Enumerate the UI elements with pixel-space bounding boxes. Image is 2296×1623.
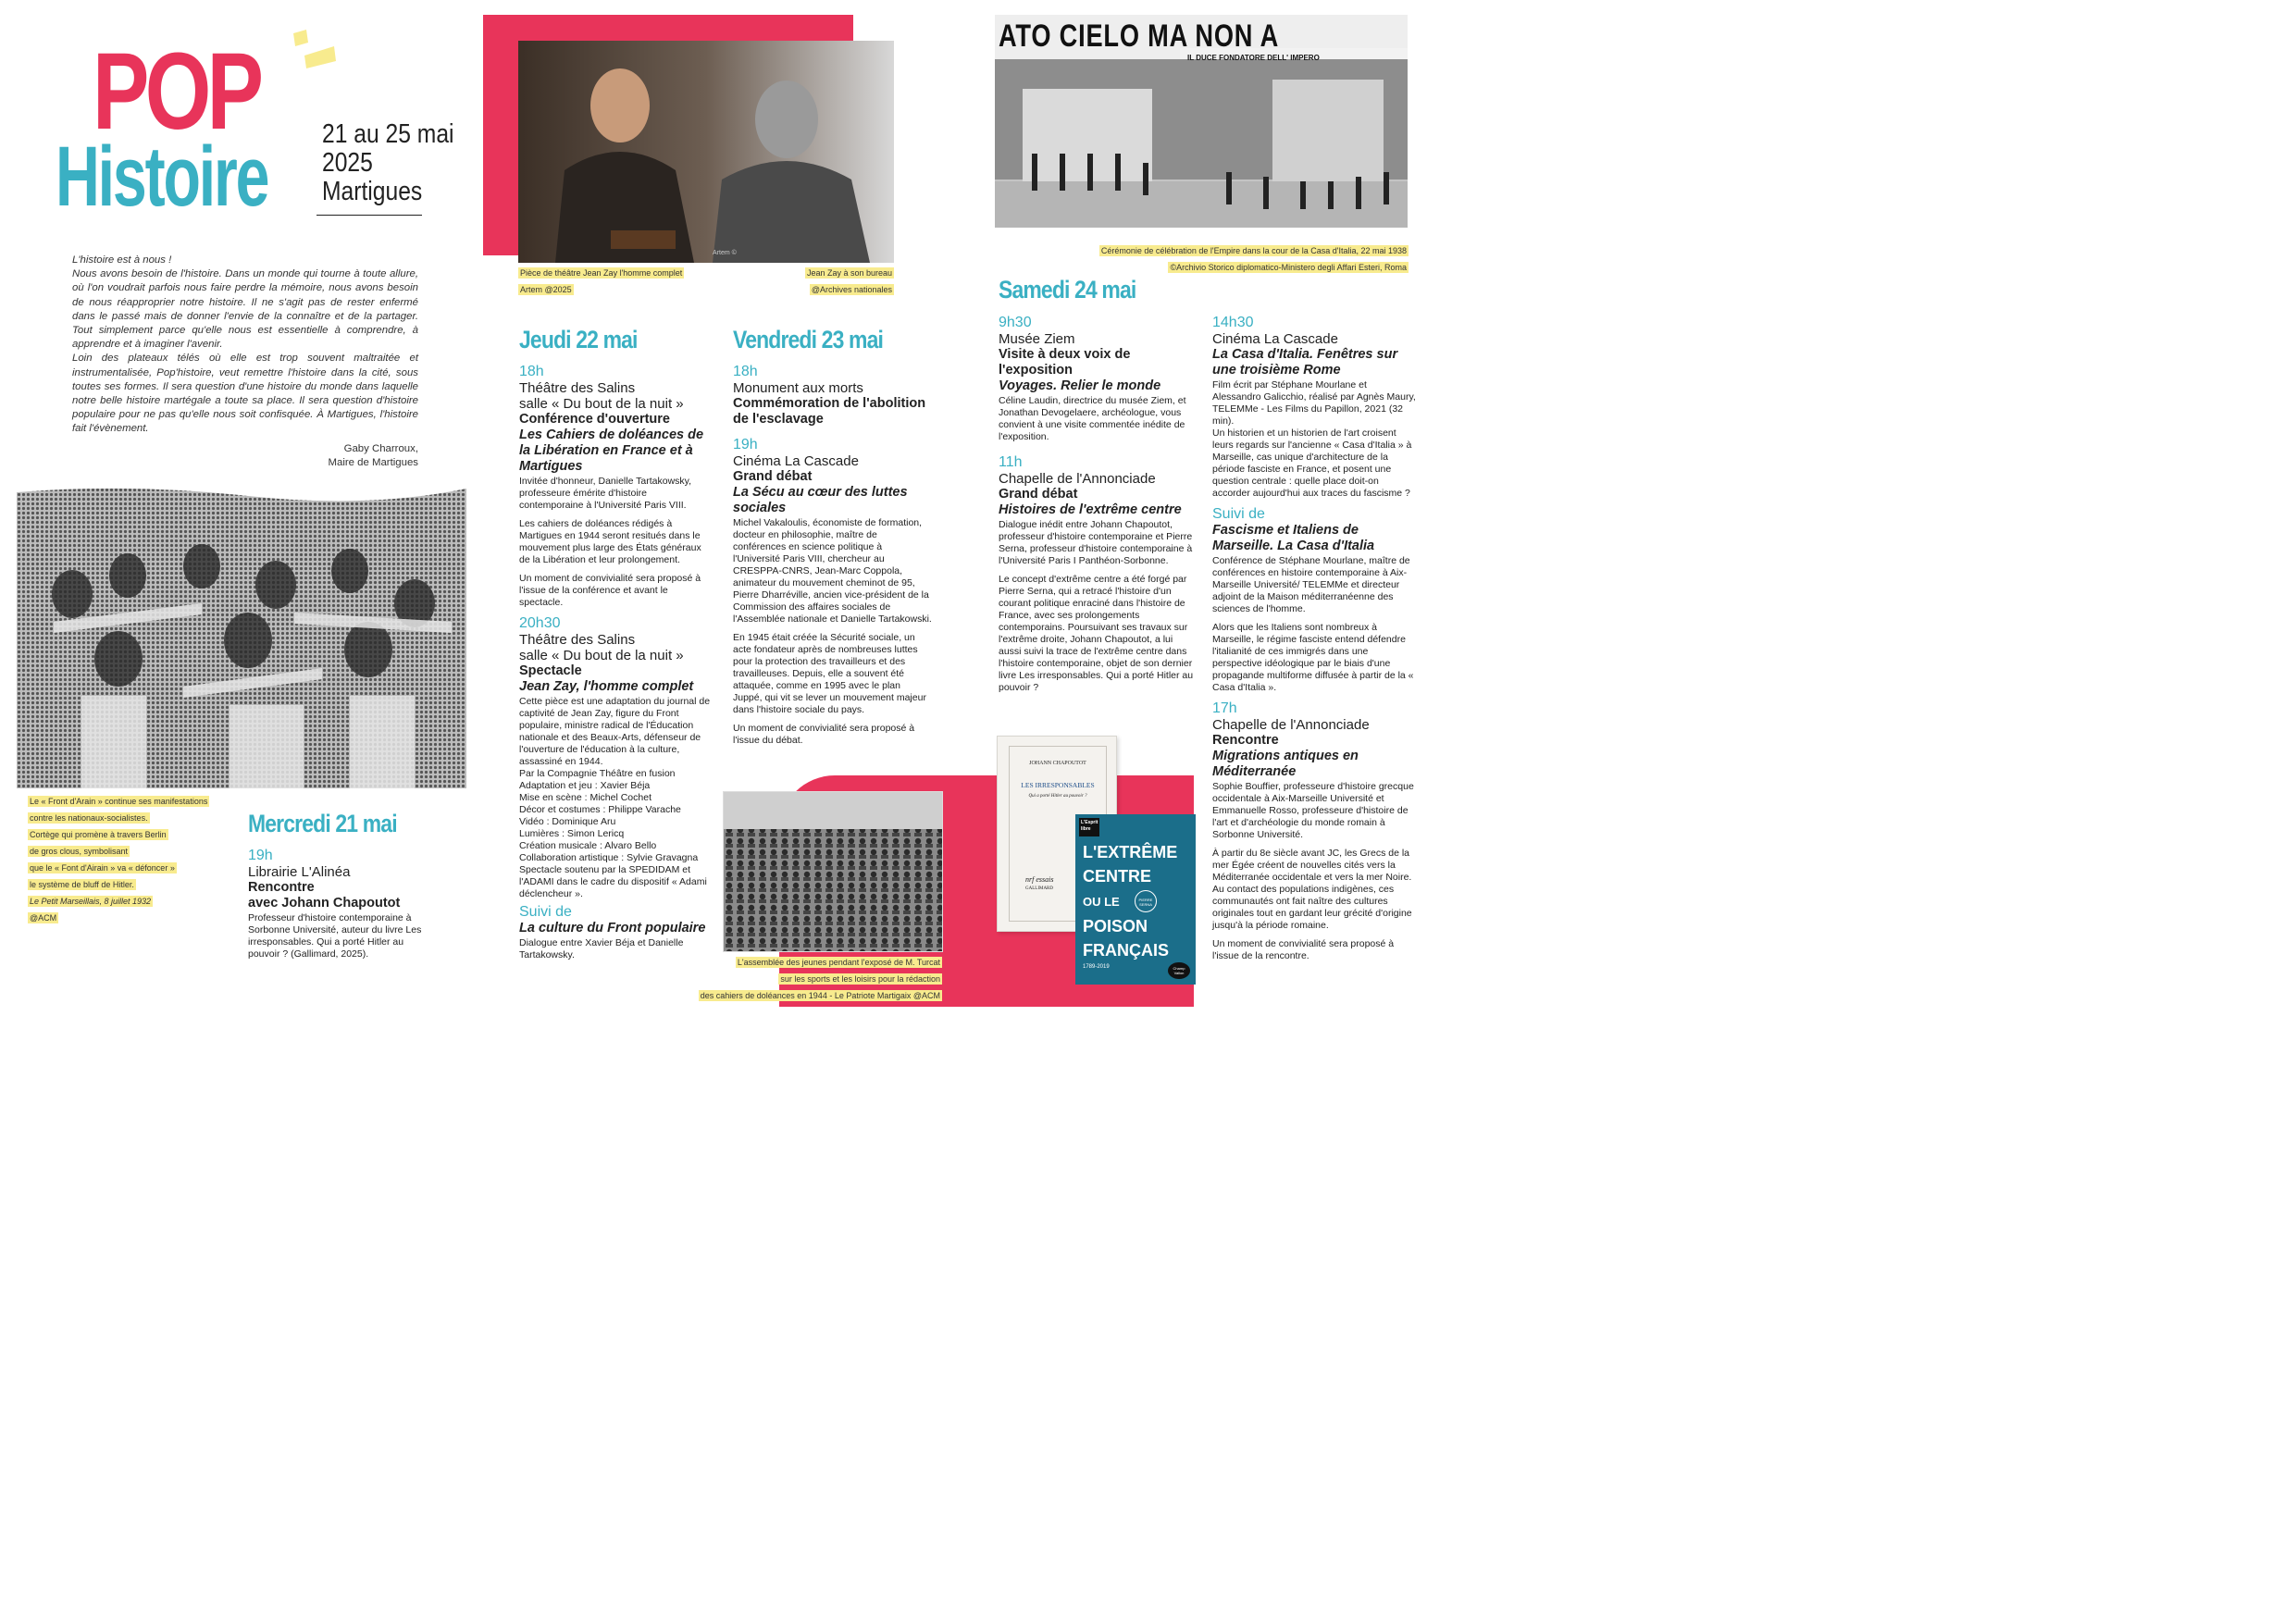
event-title: avec Johann Chapoutot bbox=[248, 896, 401, 911]
theatre-watermark: Artem © bbox=[713, 250, 737, 256]
paragraph: Dialogue inédit entre Johann Chapoutot, professeur d'histoire contemporaine et Pierre Serna, professeur d'histoire contemporaine à l'Université Paris I Panthéon-Sorbonne. bbox=[999, 519, 1193, 566]
event-description: Dialogue entre Xavier Béja et Danielle Tartakowsky. bbox=[519, 937, 684, 960]
event-description bbox=[519, 476, 714, 609]
event-title: Spectacle bbox=[519, 663, 582, 678]
caption-line: ©Archivio Storico diplomatico-Ministero degli Affari Esteri, Roma bbox=[1170, 263, 1407, 272]
event-time: 14h30 bbox=[1212, 315, 1254, 330]
event-description bbox=[1212, 555, 1416, 694]
paragraph: Alors que les Italiens sont nombreux à Marseille, le régime fasciste entend défendre l'italianité de ces immigrés dans une perspective idéologique par le biais d'une propagande multiforme diffusée à partir de la « Casa d'Italia ». bbox=[1212, 622, 1414, 693]
logo-histoire: Histoire bbox=[56, 130, 268, 224]
casa-italia-photo bbox=[995, 15, 1408, 228]
caption-line: @Archives nationales bbox=[811, 285, 892, 294]
samedi-column-right bbox=[1212, 309, 1416, 969]
event-place: Cinéma La Cascade bbox=[733, 453, 859, 469]
credit-line: Adaptation et jeu : Xavier Béja bbox=[519, 780, 651, 791]
book2-title bbox=[1083, 840, 1177, 962]
paragraph: Le concept d'extrême centre a été forgé par Pierre Serna, qui a retracé l'histoire d'un courant politique enraciné dans l'histoire de France, avec ses prolongements contemporains. Poursuivant ses travaux sur l'extrême droite, Johann Chapoutot, a lui aussi suivi la trace de l'extrême centre dans l'histoire contemporaine, objet de son dernier livre Les irresponsables. Qui a porté Hitler au pouvoir ? bbox=[999, 574, 1194, 693]
dates-city: Martigues bbox=[322, 177, 423, 206]
book1-subtitle: Qui a porté Hitler au pouvoir ? bbox=[1028, 794, 1087, 799]
event-place: Théâtre des Salins bbox=[519, 632, 636, 648]
credit-line: Décor et costumes : Philippe Varache bbox=[519, 804, 681, 815]
event-description: Professeur d'histoire contemporaine à Sorbonne Université, auteur du livre Les irresponsables. Qui a porté Hitler au pouvoir ? (Gallimard, 2025). bbox=[248, 912, 422, 960]
caption-line: @ACM bbox=[30, 913, 57, 923]
book2-line: FRANÇAIS bbox=[1083, 941, 1169, 960]
event-description bbox=[1212, 379, 1416, 500]
paragraph: Un historien et un historien de l'art croisent leurs regards sur l'ancienne « Casa d'Italia » à Marseille, cas unique d'architecture de la période fasciste en France, et posent une question centrale : quelle place doit-on accorder aujourd'hui aux traces du fascisme ? bbox=[1212, 427, 1412, 499]
signature-name: Gaby Charroux, bbox=[343, 442, 418, 454]
book2-line: L'EXTRÊME bbox=[1083, 843, 1178, 861]
event-subtitle: La culture du Front populaire bbox=[519, 921, 706, 935]
suivi-label: Suivi de bbox=[519, 904, 572, 920]
event-place: salle « Du bout de la nuit » bbox=[519, 396, 684, 412]
paragraph: Un moment de convivialité sera proposé à l'issue du débat. bbox=[733, 723, 915, 746]
theatre-caption-right bbox=[787, 265, 894, 298]
event-place: Monument aux morts bbox=[733, 380, 863, 396]
event-title: Grand débat bbox=[733, 469, 813, 484]
caption-line: sur les sports et les loisirs pour la rédaction bbox=[780, 974, 940, 984]
event-time: 19h bbox=[733, 437, 758, 452]
event-place: Musée Ziem bbox=[999, 331, 1075, 347]
book1-author: JOHANN CHAPOUTOT bbox=[1029, 761, 1086, 766]
event-description bbox=[519, 696, 714, 900]
book2-line: POISON bbox=[1083, 917, 1148, 935]
paragraph: Les cahiers de doléances rédigés à Martigues en 1944 seront resitués dans le mouvement plus large des États généraux de la Libération et leur prolongement. bbox=[519, 518, 701, 565]
theatre-photo bbox=[518, 41, 894, 263]
paragraph: Un moment de convivialité sera proposé à l'issue de la rencontre. bbox=[1212, 938, 1395, 961]
front-airain-photo bbox=[17, 483, 466, 788]
intro-line-2: Nous avons besoin de l'histoire. Dans un monde qui tourne à toute allure, où l'on voudrait parfois nous faire perdre la mémoire, nous avons besoin de nous réapproprier notre histoire. Il ne s'agit pas de rester enfermé dans le passé mais de donner l'envie de la connaître et de la partager. Tout simplement parce qu'elle nous est essentielle à comprendre, à apprendre et à imaginer l'avenir. bbox=[72, 268, 418, 351]
event-subtitle: Les Cahiers de doléances de la Libération en France et à Martigues bbox=[519, 427, 704, 474]
caption-line: Cortège qui promène à travers Berlin bbox=[30, 830, 167, 839]
theatre-caption-left bbox=[518, 265, 684, 298]
event-place: Chapelle de l'Annonciade bbox=[999, 471, 1156, 487]
event-description bbox=[1212, 781, 1416, 962]
caption-line: que le « Font d'Airain » va « défoncer » bbox=[30, 863, 175, 873]
book2-publisher: Champ Vallon bbox=[1168, 962, 1190, 979]
caption-line: contre les nationaux-socialistes. bbox=[30, 813, 148, 823]
caption-line: L'assemblée des jeunes pendant l'exposé de M. Turcat bbox=[737, 958, 940, 967]
event-time: 17h bbox=[1212, 700, 1237, 716]
event-title: Grand débat bbox=[999, 487, 1078, 502]
book1-title: LES IRRESPONSABLES bbox=[1021, 781, 1095, 789]
book2-line: CENTRE bbox=[1083, 867, 1152, 886]
paragraph: Film écrit par Stéphane Mourlane et Alessandro Galicchio, réalisé par Agnès Maury, TELEMMe - Les Films du Papillon, 2021 (32 min). bbox=[1212, 379, 1416, 427]
credit-line: Création musicale : Alvaro Bello bbox=[519, 840, 657, 851]
caption-line: Jean Zay à son bureau bbox=[806, 268, 892, 278]
event-subtitle: Jean Zay, l'homme complet bbox=[519, 679, 694, 694]
caption-line: Le Petit Marseillais, 8 juillet 1932 bbox=[30, 897, 152, 906]
jeudi-section bbox=[519, 326, 714, 961]
dates-range: 21 au 25 mai bbox=[322, 119, 454, 149]
event-place: Chapelle de l'Annonciade bbox=[1212, 717, 1370, 733]
credit-line: Spectacle soutenu par la SPEDIDAM et l'ADAMI dans le cadre du dispositif « Adami déclencheur ». bbox=[519, 864, 707, 899]
paragraph: Un moment de convivialité sera proposé à l'issue de la conférence et avant le spectacle. bbox=[519, 573, 701, 608]
credit-line: Lumières : Simon Lericq bbox=[519, 828, 625, 839]
paragraph: Cette pièce est une adaptation du journal de captivité de Jean Zay, figure du Front populaire, ministre radical de l'Éducation nationale et des Beaux-Arts, défenseur de l'ouverture de l'éducation à la culture, assassiné en 1944. bbox=[519, 696, 711, 767]
dates-year: 2025 bbox=[322, 148, 373, 178]
paragraph: Conférence de Stéphane Mourlane, maître de conférences en histoire contemporaine à Aix-Marseille Université/ TELEMMe et directeur adjoint de la Maison méditerranéenne des sciences de l'homme. bbox=[1212, 555, 1410, 614]
event-place: salle « Du bout de la nuit » bbox=[519, 648, 684, 663]
assembly-photo-graphic bbox=[724, 792, 943, 952]
assembly-caption bbox=[685, 954, 942, 1004]
credit-line: Collaboration artistique : Sylvie Gravagna bbox=[519, 852, 699, 863]
event-description: Céline Laudin, directrice du musée Ziem, et Jonathan Devogelaere, archéologue, vous convient à une visite commentée inédite de l'exposition. bbox=[999, 395, 1186, 442]
event-subtitle: Voyages. Relier le monde bbox=[999, 378, 1161, 393]
logo bbox=[56, 28, 305, 231]
event-subtitle: Migrations antiques en Méditerranée bbox=[1212, 749, 1359, 779]
theatre-photo-graphic bbox=[518, 41, 894, 263]
day-heading: Vendredi 23 mai bbox=[733, 326, 884, 353]
intro-line-3: Loin des plateaux télés où elle est trop souvent maltraitée et instrumentalisée, Pop'histoire, veut remettre l'histoire dans la cité, sous toutes ses formes. Il sera question d'une histoire du monde dans laquelle notre belle histoire martégale a toute sa place. Il sera question d'histoire populaire pour ne pas qu'elle nous soit confisquée. À Martigues, l'histoire fait l'évènement. bbox=[72, 353, 418, 435]
signature-role: Maire de Martigues bbox=[328, 456, 418, 468]
credit-line: Mise en scène : Michel Cochet bbox=[519, 792, 652, 803]
event-title: Visite à deux voix de l'exposition bbox=[999, 347, 1131, 378]
event-time: 9h30 bbox=[999, 315, 1032, 330]
event-place: Librairie L'Alinéa bbox=[248, 864, 351, 880]
caption-line: Le « Front d'Arain » continue ses manifestations bbox=[30, 797, 208, 806]
event-place: Cinéma La Cascade bbox=[1212, 331, 1338, 347]
event-title: Conférence d'ouverture bbox=[519, 412, 670, 427]
caption-line: de gros clous, symbolisant bbox=[30, 847, 129, 856]
paragraph: En 1945 était créée la Sécurité sociale, un acte fondateur après de nombreuses luttes pour la protection des travailleurs et des travailleuses. Depuis, elle a souvent été attaquée, comme en 1995 avec le plan Juppé, qui vit se lever un mouvement majeur dans l'histoire sociale du pays. bbox=[733, 632, 926, 715]
event-title: Commémoration de l'abolition de l'esclavage bbox=[733, 396, 926, 427]
casa-italia-banner-2: IL DUCE FONDATORE DELL' IMPERO bbox=[1187, 54, 1320, 62]
intro-line-1: L'histoire est à nous ! bbox=[72, 254, 172, 266]
event-title: Rencontre bbox=[1212, 733, 1279, 748]
caption-line: Pièce de théâtre Jean Zay l'homme complet bbox=[520, 268, 683, 278]
paragraph: Michel Vakaloulis, économiste de formation, docteur en philosophie, maître de conférences en science politique à l'Université Paris VIII, chercheur au CRESPPA-CNRS, Jean-Marc Coppola, animateur du mouvement cheminot de 95, Pierre Dharréville, ancien vice-président de la Commission des affaires sociales de l'Assemblée nationale et Danielle Tartakowski. bbox=[733, 517, 932, 625]
samedi-column-left bbox=[999, 309, 1198, 700]
caption-line: Cérémonie de célébration de l'Empire dans la cour de la Casa d'Italia, 22 mai 1938 bbox=[1100, 246, 1407, 255]
event-dates bbox=[322, 120, 461, 206]
caption-line: Artem @2025 bbox=[520, 285, 572, 294]
book1-publisher: nrf essais bbox=[1025, 875, 1054, 884]
event-time: 18h bbox=[733, 364, 758, 379]
casa-italia-banner: ATO CIELO MA NON A bbox=[999, 19, 1280, 54]
assembly-photo bbox=[723, 791, 943, 952]
event-subtitle: La Casa d'Italia. Fenêtres sur une troisième Rome bbox=[1212, 347, 1398, 378]
paragraph: Sophie Bouffier, professeure d'histoire grecque occidentale à Aix-Marseille Université et Emmanuelle Rosso, professeure d'histoire de l'art et d'archéologie du monde romain à Sorbonne Université. bbox=[1212, 781, 1414, 840]
day-heading: Mercredi 21 mai bbox=[248, 810, 397, 837]
logo-pop: POP bbox=[93, 31, 260, 153]
event-time: 18h bbox=[519, 364, 544, 379]
day-heading: Jeudi 22 mai bbox=[519, 326, 638, 353]
book-extreme-centre bbox=[1075, 814, 1196, 985]
left-photo-caption bbox=[28, 793, 222, 926]
casa-italia-caption bbox=[1036, 242, 1409, 276]
caption-line: le système de bluff de Hitler. bbox=[30, 880, 134, 889]
intro-text bbox=[72, 254, 418, 470]
event-title: Rencontre bbox=[248, 880, 315, 895]
book2-line: OU LE bbox=[1083, 895, 1120, 909]
book2-dates: 1789-2019 bbox=[1083, 964, 1110, 970]
paragraph: À partir du 8e siècle avant JC, les Grecs de la mer Égée créent de nouvelles cités vers la Méditerranée occidentale et vers la mer Noire. Au contact des populations indigènes, ces communautés ont fait naître des cultures originales tout en gardant leur grécité d'origine jusqu'à la période romaine. bbox=[1212, 848, 1412, 931]
book1-house: GALLIMARD bbox=[1025, 886, 1053, 891]
book2-author-badge: PIERRE SERNA bbox=[1135, 890, 1157, 912]
day-heading: Samedi 24 mai bbox=[999, 276, 1136, 304]
suivi-label: Suivi de bbox=[1212, 506, 1265, 522]
event-subtitle: Histoires de l'extrême centre bbox=[999, 502, 1182, 517]
credit-line: Par la Compagnie Théâtre en fusion bbox=[519, 768, 676, 779]
event-time: 19h bbox=[248, 848, 273, 863]
caption-line: des cahiers de doléances en 1944 - Le Patriote Martigaix @ACM bbox=[700, 991, 940, 1000]
event-description bbox=[999, 519, 1198, 694]
book2-badge: L'Esprit libre bbox=[1079, 818, 1099, 836]
event-time: 11h bbox=[999, 454, 1023, 470]
event-time: 20h30 bbox=[519, 615, 561, 631]
event-subtitle: La Sécu au cœur des luttes sociales bbox=[733, 485, 908, 515]
vendredi-section bbox=[733, 326, 932, 753]
newspaper-photo-graphic bbox=[17, 483, 466, 788]
event-description bbox=[733, 517, 932, 747]
header-rule bbox=[316, 215, 422, 216]
event-subtitle: Fascisme et Italiens de Marseille. La Casa d'Italia bbox=[1212, 523, 1375, 553]
credit-line: Vidéo : Dominique Aru bbox=[519, 816, 616, 827]
logo-accent-shape bbox=[282, 28, 338, 83]
mercredi-section bbox=[248, 810, 433, 960]
event-place: Théâtre des Salins bbox=[519, 380, 636, 396]
paragraph: Invitée d'honneur, Danielle Tartakowsky, professeure émérite d'histoire contemporaine à l'Université Paris VIII. bbox=[519, 476, 692, 511]
